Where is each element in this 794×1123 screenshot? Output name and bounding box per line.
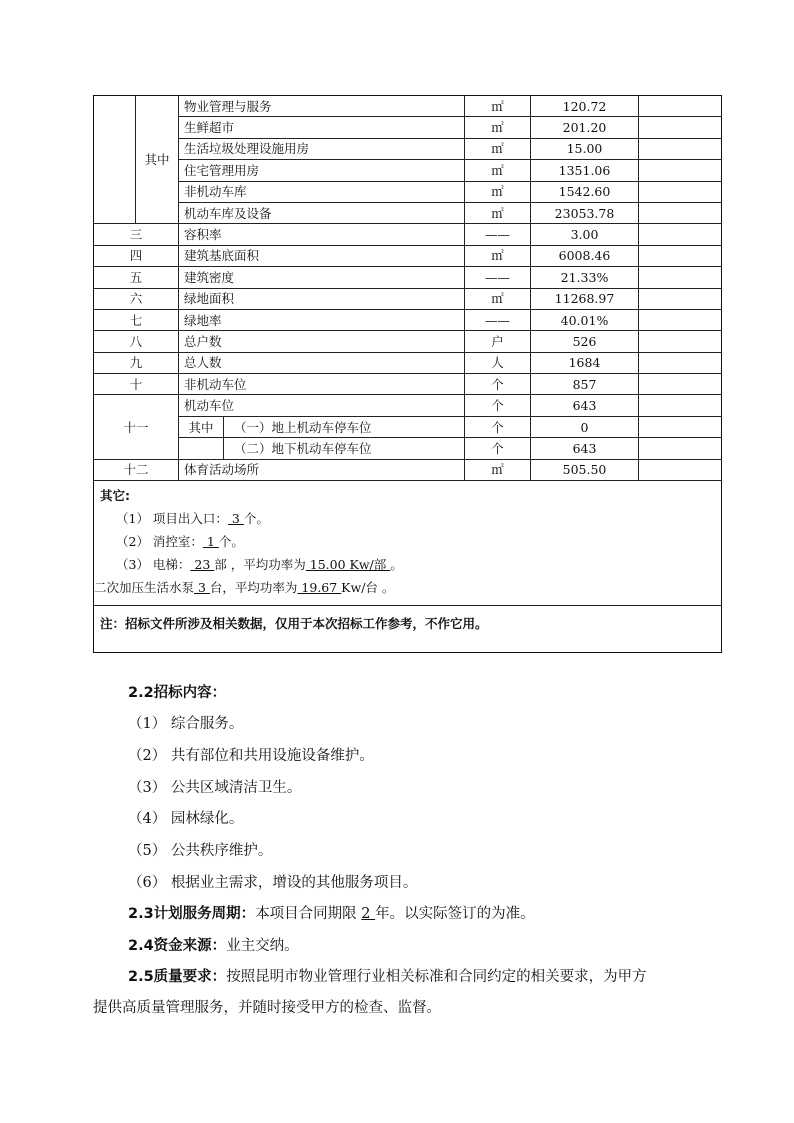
remark-cell bbox=[639, 438, 722, 459]
disclaimer-note: 注：招标文件所涉及相关数据，仅用于本次招标工作参考，不作它用。 bbox=[94, 606, 722, 653]
unit-cell: ㎡ bbox=[465, 160, 531, 181]
remark-cell bbox=[639, 267, 722, 288]
control-room-unit: 个。 bbox=[218, 534, 244, 550]
unit-cell: 个 bbox=[465, 395, 531, 416]
section-2-4-title: 2.4资金来源： bbox=[128, 938, 227, 954]
item-name: 生鲜超市 bbox=[179, 117, 465, 138]
value-cell: 120.72 bbox=[531, 96, 639, 117]
item-name: 容积率 bbox=[179, 224, 465, 245]
unit-cell: 个 bbox=[465, 438, 531, 459]
remark-cell bbox=[639, 459, 722, 480]
table-row bbox=[94, 606, 722, 653]
item-name: 体育活动场所 bbox=[179, 459, 465, 480]
value-cell: 526 bbox=[531, 331, 639, 352]
item-name: 绿地率 bbox=[179, 309, 465, 330]
remark-cell bbox=[639, 224, 722, 245]
value-cell: 23053.78 bbox=[531, 202, 639, 223]
value-cell: 3.00 bbox=[531, 224, 639, 245]
elevator-label: （3） 电梯： bbox=[116, 557, 191, 573]
unit-cell: —— bbox=[465, 267, 531, 288]
unit-cell: —— bbox=[465, 309, 531, 330]
control-room-count: 1 bbox=[202, 534, 219, 550]
control-room-line bbox=[100, 530, 715, 553]
table-row bbox=[94, 181, 722, 202]
list-item: （1） 综合服务。 bbox=[128, 716, 244, 732]
list-item: （3） 公共区域清洁卫生。 bbox=[128, 780, 302, 796]
project-data-table bbox=[93, 95, 722, 653]
unit-cell: ㎡ bbox=[465, 288, 531, 309]
table-row bbox=[94, 202, 722, 223]
table-row bbox=[94, 395, 722, 416]
entrance-line bbox=[100, 507, 715, 530]
table-row bbox=[94, 117, 722, 138]
unit-cell: ㎡ bbox=[465, 117, 531, 138]
pump-label: 二次加压生活水泵 bbox=[94, 580, 195, 596]
section-2-5-line2: 提供高质量管理服务，并随时接受甲方的检查、监督。 bbox=[93, 1000, 441, 1016]
unit-cell: 户 bbox=[465, 331, 531, 352]
item-name: 机动车库及设备 bbox=[179, 202, 465, 223]
contract-years: 2 bbox=[361, 906, 376, 922]
value-cell: 643 bbox=[531, 438, 639, 459]
elevator-power-label: 部 ，平均功率为 bbox=[214, 557, 306, 573]
remark-cell bbox=[639, 96, 722, 117]
remark-cell bbox=[639, 352, 722, 373]
section-2-3-title: 2.3计划服务周期： bbox=[128, 906, 256, 922]
split-cell bbox=[179, 416, 465, 437]
pump-line bbox=[94, 576, 715, 599]
table-row bbox=[94, 224, 722, 245]
section-2-3 bbox=[128, 904, 535, 924]
table-row bbox=[94, 138, 722, 159]
value-cell: 857 bbox=[531, 374, 639, 395]
item-name: （二）地下机动车停车位 bbox=[234, 440, 372, 456]
remark-cell bbox=[639, 309, 722, 330]
table-row bbox=[94, 459, 722, 480]
group-cell: 其中 bbox=[136, 96, 179, 224]
list-item: （2） 共有部位和共用设施设备维护。 bbox=[128, 748, 374, 764]
unit-cell: —— bbox=[465, 224, 531, 245]
section-2-3-prefix: 本项目合同期限 bbox=[255, 906, 362, 922]
table-row bbox=[94, 352, 722, 373]
unit-cell: ㎡ bbox=[465, 459, 531, 480]
pump-power: 19.67 bbox=[297, 580, 342, 596]
entrance-count: 3 bbox=[227, 511, 244, 527]
table-row bbox=[94, 438, 722, 459]
remark-cell bbox=[639, 374, 722, 395]
item-name: 建筑基底面积 bbox=[179, 245, 465, 266]
remark-cell bbox=[639, 202, 722, 223]
value-cell: 1684 bbox=[531, 352, 639, 373]
section-2-5-line1: 按照昆明市物业管理行业相关标准和合同约定的相关要求，为甲方 bbox=[226, 969, 647, 985]
value-cell: 201.20 bbox=[531, 117, 639, 138]
elevator-power: 15.00 Kw/部 bbox=[305, 557, 391, 573]
value-cell: 6008.46 bbox=[531, 245, 639, 266]
remark-cell bbox=[639, 416, 722, 437]
number-cell: 三 bbox=[94, 224, 179, 245]
split-cell bbox=[179, 438, 465, 459]
number-cell: 十二 bbox=[94, 459, 179, 480]
table-row bbox=[94, 245, 722, 266]
section-2-2-title: 2.2招标内容： bbox=[128, 685, 227, 701]
item-name: 非机动车库 bbox=[179, 181, 465, 202]
pump-power-label: 台，平均功率为 bbox=[209, 580, 298, 596]
table-row bbox=[94, 374, 722, 395]
item-name: 物业管理与服务 bbox=[179, 96, 465, 117]
value-cell: 505.50 bbox=[531, 459, 639, 480]
item-name: 机动车位 bbox=[179, 395, 465, 416]
pump-count: 3 bbox=[194, 580, 210, 596]
item-name: 生活垃圾处理设施用房 bbox=[179, 138, 465, 159]
table-row bbox=[94, 416, 722, 437]
number-cell: 九 bbox=[94, 352, 179, 373]
unit-cell: ㎡ bbox=[465, 181, 531, 202]
subgroup-label: 其中 bbox=[179, 417, 224, 437]
value-cell: 1542.60 bbox=[531, 181, 639, 202]
section-2-4 bbox=[128, 936, 299, 956]
list-item: （4） 园林绿化。 bbox=[128, 811, 244, 827]
other-info-cell bbox=[94, 481, 722, 606]
table-row bbox=[94, 309, 722, 330]
item-name: 建筑密度 bbox=[179, 267, 465, 288]
number-cell: 十 bbox=[94, 374, 179, 395]
table-row bbox=[94, 267, 722, 288]
table-row bbox=[94, 160, 722, 181]
other-title: 其它: bbox=[100, 488, 130, 504]
remark-cell bbox=[639, 181, 722, 202]
remark-cell bbox=[639, 117, 722, 138]
pump-suffix: Kw/台 。 bbox=[341, 580, 395, 596]
unit-cell: ㎡ bbox=[465, 245, 531, 266]
elevator-suffix: 。 bbox=[390, 557, 403, 573]
number-cell: 七 bbox=[94, 309, 179, 330]
number-cell: 五 bbox=[94, 267, 179, 288]
table-row bbox=[94, 481, 722, 606]
section-2-5-title: 2.5质量要求： bbox=[128, 969, 227, 985]
section-2-4-text: 业主交纳。 bbox=[226, 938, 299, 954]
unit-cell: 个 bbox=[465, 416, 531, 437]
unit-cell: ㎡ bbox=[465, 96, 531, 117]
number-cell: 八 bbox=[94, 331, 179, 352]
item-name: （一）地上机动车停车位 bbox=[234, 419, 372, 435]
item-name: 住宅管理用房 bbox=[179, 160, 465, 181]
number-cell bbox=[94, 96, 136, 224]
control-room-label: （2） 消控室： bbox=[116, 534, 203, 550]
remark-cell bbox=[639, 245, 722, 266]
table-row bbox=[94, 96, 722, 117]
table-row bbox=[94, 331, 722, 352]
value-cell: 15.00 bbox=[531, 138, 639, 159]
item-name: 总户数 bbox=[179, 331, 465, 352]
subgroup-label bbox=[179, 438, 224, 458]
unit-cell: ㎡ bbox=[465, 202, 531, 223]
unit-cell: 个 bbox=[465, 374, 531, 395]
section-2-5 bbox=[128, 967, 647, 987]
remark-cell bbox=[639, 288, 722, 309]
table-row bbox=[94, 288, 722, 309]
value-cell: 40.01% bbox=[531, 309, 639, 330]
remark-cell bbox=[639, 138, 722, 159]
entrance-label: （1） 项目出入口： bbox=[116, 511, 228, 527]
remark-cell bbox=[639, 331, 722, 352]
section-2-3-suffix: 年。以实际签订的为准。 bbox=[375, 906, 535, 922]
remark-cell bbox=[639, 160, 722, 181]
value-cell: 1351.06 bbox=[531, 160, 639, 181]
item-name: 绿地面积 bbox=[179, 288, 465, 309]
entrance-unit: 个。 bbox=[243, 511, 269, 527]
value-cell: 0 bbox=[531, 416, 639, 437]
item-name: 非机动车位 bbox=[179, 374, 465, 395]
number-cell: 六 bbox=[94, 288, 179, 309]
list-item: （6） 根据业主需求，增设的其他服务项目。 bbox=[128, 875, 418, 891]
number-cell: 四 bbox=[94, 245, 179, 266]
unit-cell: ㎡ bbox=[465, 138, 531, 159]
list-item: （5） 公共秩序维护。 bbox=[128, 843, 273, 859]
value-cell: 643 bbox=[531, 395, 639, 416]
remark-cell bbox=[639, 395, 722, 416]
elevator-line bbox=[100, 553, 715, 576]
unit-cell: 人 bbox=[465, 352, 531, 373]
value-cell: 11268.97 bbox=[531, 288, 639, 309]
elevator-count: 23 bbox=[190, 557, 215, 573]
value-cell: 21.33% bbox=[531, 267, 639, 288]
number-cell: 十一 bbox=[94, 395, 179, 459]
item-name: 总人数 bbox=[179, 352, 465, 373]
